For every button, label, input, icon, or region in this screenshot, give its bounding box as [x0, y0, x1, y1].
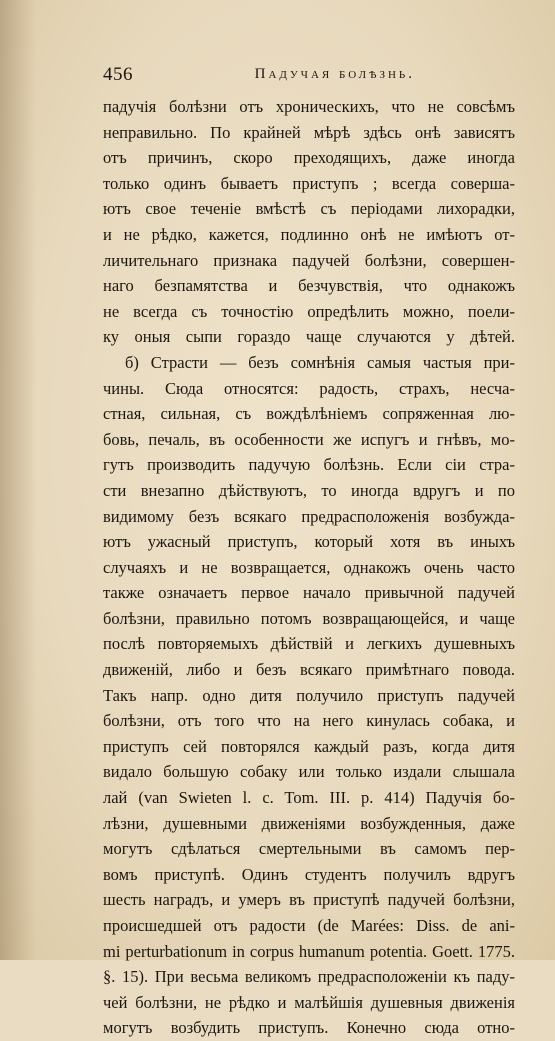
- text-line: б) Страсти — безъ сомнѣнія самыя частыя при-: [125, 352, 515, 372]
- text-line: послѣ повторяемыхъ дѣйствій и легкихъ душевныхъ: [103, 634, 515, 654]
- text-line: бовь, печаль, въ особенности же испугъ и гнѣвъ, мо-: [103, 429, 515, 449]
- text-line: только одинъ бываетъ приступъ ; всегда соверша-: [103, 173, 515, 193]
- text-line: не всегда съ точностію опредѣлить можно, поели-: [103, 301, 515, 321]
- text-line: ютъ свое теченіе вмѣстѣ съ періодами лихорадки,: [103, 199, 515, 219]
- text-line: случаяхъ и не возвращается, однакожъ очень часто: [103, 557, 515, 577]
- text-line: движеній, либо и безъ всякаго примѣтнаго повода.: [103, 660, 515, 680]
- text-line: видимому безъ всякаго предрасположенія возбужда-: [103, 506, 515, 526]
- text-line: ку оныя сыпи гораздо чаще случаются у дѣтей.: [103, 327, 515, 347]
- text-line: падучія болѣзни отъ хроническихъ, что не совсѣмъ: [103, 97, 515, 116]
- text-line: чины. Сюда относятся: радость, страхъ, несча-: [103, 378, 515, 398]
- text-line: отъ причинъ, скоро преходящихъ, даже иногда: [103, 148, 515, 168]
- text-line: чей болѣзни, не рѣдко и малѣйшія душевныя движенія: [103, 992, 515, 1012]
- text-line: лѣзни, душевными движеніями возбужденныя, даже: [103, 813, 515, 833]
- text-line: также означаетъ первое начало привычной падучей: [103, 583, 515, 603]
- text-line: §. 15). При весьма великомъ предрасположеніи къ паду-: [103, 967, 515, 987]
- spine-shadow: [0, 0, 36, 960]
- text-line: личительнаго признака падучей болѣзни, совершен-: [103, 250, 515, 270]
- text-line: лай (van Swieten l. c. Tom. III. p. 414) Падучія бо-: [103, 788, 515, 808]
- text-line: сти внезапно дѣйствуютъ, то иногда вдругъ и по: [103, 480, 515, 500]
- text-line: Такъ напр. одно дитя получило приступъ падучей: [103, 685, 515, 705]
- text-line: наго безпамятства и безчувствія, что однакожъ: [103, 276, 515, 296]
- text-line: шесть наградъ, и умеръ въ приступѣ падучей болѣзни,: [103, 890, 515, 910]
- text-line: происшедшей отъ радости (de Marées: Diss. de ani-: [103, 916, 515, 935]
- text-line: могутъ возбудить приступъ. Конечно сюда отно-: [103, 1018, 515, 1038]
- body-text: [103, 94, 515, 1041]
- text-line: ютъ ужасный приступъ, который хотя въ иныхъ: [103, 532, 515, 552]
- page-number: 456: [103, 64, 133, 85]
- running-title: Падучая болѣзнь.: [254, 66, 415, 82]
- text-line: и не рѣдко, кажется, подлинно онѣ не имѣютъ от-: [103, 224, 515, 244]
- text-line: гутъ производить падучую болѣзнь. Если сіи стра-: [103, 455, 515, 475]
- text-line: стная, сильная, съ вождѣлѣніемъ сопряженная лю-: [103, 404, 515, 424]
- text-line: болѣзни, отъ того что на него кинулась собака, и: [103, 711, 515, 731]
- text-line: приступъ сей повторялся каждый разъ, когда дитя: [103, 736, 515, 756]
- text-line: болѣзни, правильно потомъ возвращающейся, и чаще: [103, 608, 515, 628]
- text-line: mi perturbationum in corpus humanum potentia. Goett. 1775.: [103, 941, 515, 961]
- text-line: видало большую собаку или только издали слышала: [103, 762, 515, 782]
- text-line: вомъ приступѣ. Одинъ студентъ получилъ вдругъ: [103, 864, 515, 884]
- text-line: могутъ сдѣлаться смертельными въ самомъ пер-: [103, 839, 515, 859]
- text-line: неправильно. По крайней мѣрѣ здѣсь онѣ зависятъ: [103, 122, 515, 142]
- page-header: [103, 64, 415, 88]
